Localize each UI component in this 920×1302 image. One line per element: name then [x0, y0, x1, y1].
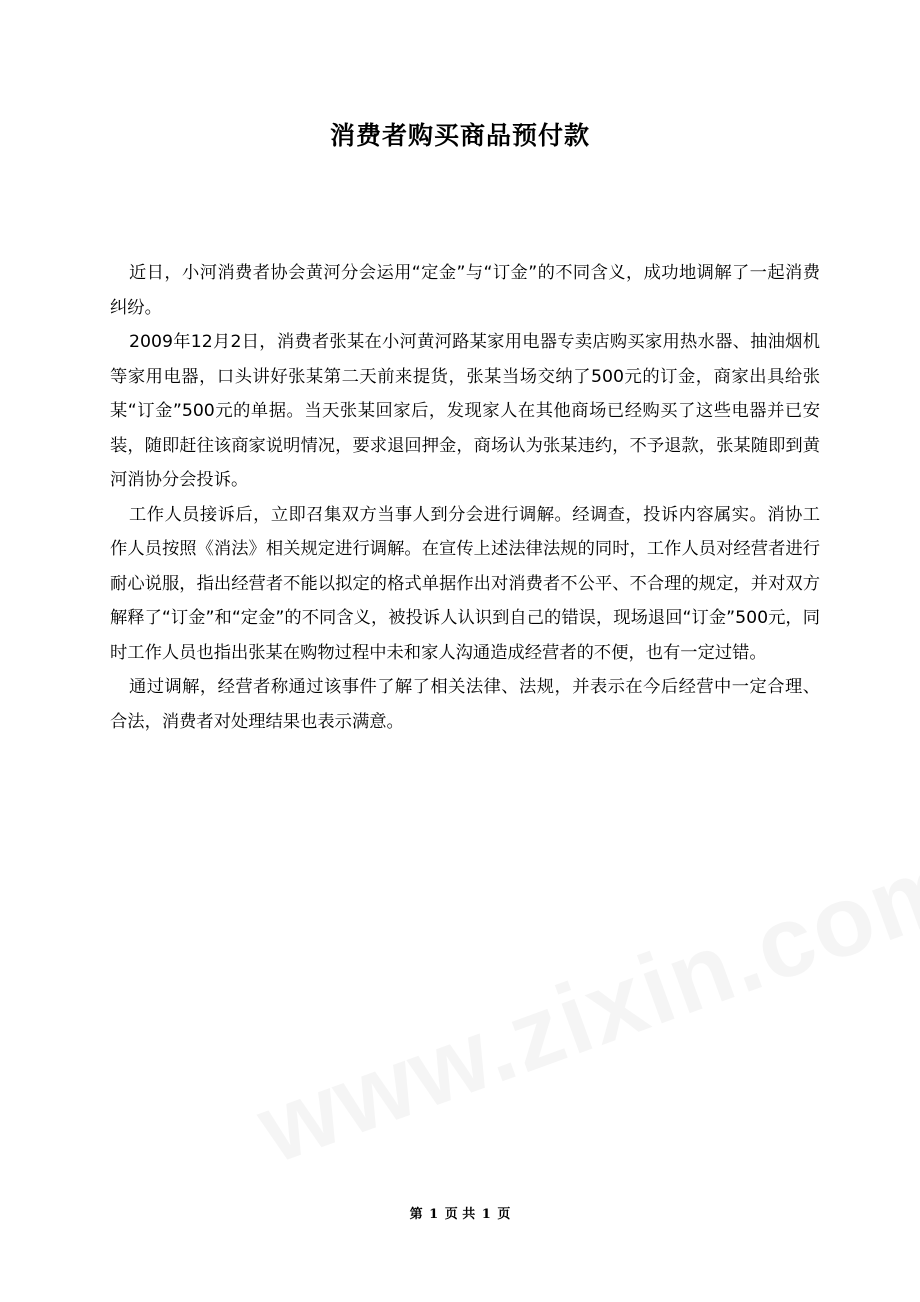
paragraph-1: 近日，小河消费者协会黄河分会运用“定金”与“订金”的不同含义，成功地调解了一起消费纠纷。: [110, 263, 820, 318]
footer-total-pages: 1: [481, 1207, 491, 1222]
footer-prefix: 第: [409, 1207, 423, 1222]
footer-middle: 页 共: [444, 1207, 476, 1222]
document-title: 消费者购买商品预付款: [329, 121, 590, 150]
paragraph-3: 工作人员接诉后，立即召集双方当事人到分会进行调解。经调查，投诉内容属实。消协工作人员按照《消法》相关规定进行调解。在宣传上述法律法规的同时，工作人员对经营者进行耐心说服，指出经营者不能以拟定的格式单据作出对消费者不公平、不合理的规定，并对双方解释了“订金”和“定金”的不同含义，被投诉人认识到自己的错误，现场退回“订金”500元，同时工作人员也指出张某在购物过程中未和家人沟通造成经营者的不便，也有一定过错。: [110, 504, 821, 663]
footer-suffix: 页: [497, 1207, 511, 1222]
page-footer: [0, 1206, 920, 1224]
watermark: [244, 928, 697, 1187]
document-body: [110, 256, 820, 739]
footer-page-number: 1: [429, 1207, 439, 1222]
paragraph-4: 通过调解，经营者称通过该事件了解了相关法律、法规，并表示在今后经营中一定合理、合法，消费者对处理结果也表示满意。: [110, 677, 820, 732]
paragraph-2: 2009年12月2日，消费者张某在小河黄河路某家用电器专卖店购买家用热水器、抽油烟机等家用电器，口头讲好张某第二天前来提货，张某当场交纳了500元的订金，商家出具给张某“订金”500元的单据。当天张某回家后，发现家人在其他商场已经购买了这些电器并已安装，随即赶往该商家说明情况，要求退回押金，商场认为张某违约，不予退款，张某随即到黄河消协分会投诉。: [110, 332, 820, 490]
